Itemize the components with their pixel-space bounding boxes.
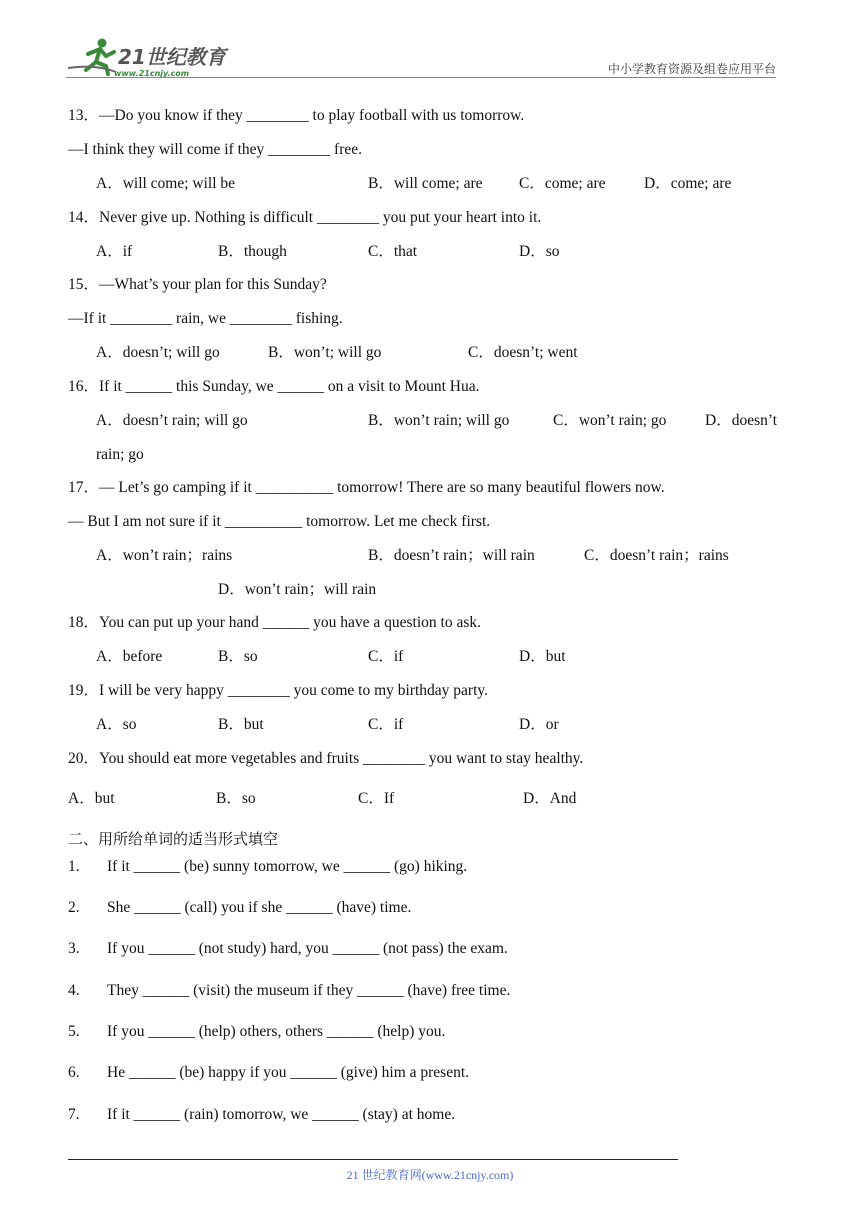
q14-option-c: C．that <box>368 243 418 260</box>
q18-option-c: C．if <box>368 648 404 665</box>
fill-item-text: If you ______ (not study) hard, you ______ (not pass) the exam. <box>107 940 508 957</box>
fill-item-text: If it ______ (rain) tomorrow, we ______ (stay) at home. <box>107 1106 456 1123</box>
question-15-stem2: —If it ________ rain, we ________ fishing. <box>68 310 343 327</box>
logo-text: 21世纪教育 <box>118 45 226 69</box>
q17-option-b: B．doesn’t rain；will rain <box>368 547 535 564</box>
fill-item-text: She ______ (call) you if she ______ (have) time. <box>107 899 412 916</box>
section-2-title: 二、用所给单词的适当形式填空 <box>68 830 279 848</box>
question-13-stem2: —I think they will come if they ________ free. <box>68 141 363 158</box>
fill-item-num: 1. <box>68 858 80 875</box>
footer-link[interactable]: 21 世纪教育网(www.21cnjy.com) <box>346 1168 514 1182</box>
question-20-stem: 20．You should eat more vegetables and fruits ________ you want to stay healthy. <box>68 750 584 767</box>
question-17-stem: 17．— Let’s go camping if it __________ tomorrow! There are so many beautiful flowers now. <box>68 479 665 496</box>
question-14-stem: 14．Never give up. Nothing is difficult ________ you put your heart into it. <box>68 209 542 226</box>
q15-option-a: A．doesn’t; will go <box>96 344 220 361</box>
q17-option-c: C．doesn’t rain；rains <box>584 547 729 564</box>
fill-item-num: 6. <box>68 1064 80 1081</box>
q16-option-d-wrap: rain; go <box>96 446 144 463</box>
q16-option-b: B．won’t rain; will go <box>368 412 510 429</box>
q18-option-d: D．but <box>519 648 566 665</box>
q18-option-a: A．before <box>96 648 163 665</box>
q17-option-d: D．won’t rain；will rain <box>218 581 377 598</box>
q18-option-b: B．so <box>218 648 258 665</box>
question-19-stem: 19．I will be very happy ________ you come to my birthday party. <box>68 682 488 699</box>
q15-option-c: C．doesn’t; went <box>468 344 578 361</box>
question-16-stem: 16．If it ______ this Sunday, we ______ on a visit to Mount Hua. <box>68 378 480 395</box>
q13-option-d: D．come; are <box>644 175 732 192</box>
fill-item-text: If you ______ (help) others, others ______ (help) you. <box>107 1023 446 1040</box>
q19-option-c: C．if <box>368 716 404 733</box>
question-13-stem: 13．—Do you know if they ________ to play football with us tomorrow. <box>68 107 525 124</box>
fill-item-num: 5. <box>68 1023 80 1040</box>
runner-logo-icon <box>66 34 236 80</box>
q16-option-d: D．doesn’t <box>705 412 778 429</box>
q14-option-d: D．so <box>519 243 560 260</box>
q16-option-c: C．won’t rain; go <box>553 412 667 429</box>
fill-item-num: 7. <box>68 1106 80 1123</box>
header-platform-text: 中小学教育资源及组卷应用平台 <box>607 62 776 76</box>
fill-item-text: If it ______ (be) sunny tomorrow, we ______ (go) hiking. <box>107 858 468 875</box>
q19-option-d: D．or <box>519 716 559 733</box>
question-17-stem2: — But I am not sure if it __________ tomorrow. Let me check first. <box>68 513 491 530</box>
header-divider <box>66 77 776 78</box>
q14-option-b: B．though <box>218 243 287 260</box>
q16-option-a: A．doesn’t rain; will go <box>96 412 248 429</box>
fill-item-text: He ______ (be) happy if you ______ (give) him a present. <box>107 1064 470 1081</box>
q17-option-a: A．won’t rain；rains <box>96 547 233 564</box>
footer-divider <box>68 1159 678 1160</box>
q20-option-d: D．And <box>523 790 577 807</box>
q13-option-b: B．will come; are <box>368 175 483 192</box>
q20-option-c: C．If <box>358 790 395 807</box>
q20-option-a: A．but <box>68 790 115 807</box>
fill-item-num: 4. <box>68 982 80 999</box>
q13-option-a: A．will come; will be <box>96 175 236 192</box>
site-logo <box>66 34 236 80</box>
q15-option-b: B．won’t; will go <box>268 344 382 361</box>
logo-url: www.21cnjy.com <box>114 69 190 78</box>
q20-option-b: B．so <box>216 790 256 807</box>
q19-option-a: A．so <box>96 716 137 733</box>
q19-option-b: B．but <box>218 716 264 733</box>
q13-option-c: C．come; are <box>519 175 606 192</box>
fill-item-text: They ______ (visit) the museum if they ______ (have) free time. <box>107 982 511 999</box>
question-15-stem: 15．—What’s your plan for this Sunday? <box>68 276 327 293</box>
fill-item-num: 2. <box>68 899 80 916</box>
q14-option-a: A．if <box>96 243 133 260</box>
fill-item-num: 3. <box>68 940 80 957</box>
question-18-stem: 18．You can put up your hand ______ you have a question to ask. <box>68 614 482 631</box>
